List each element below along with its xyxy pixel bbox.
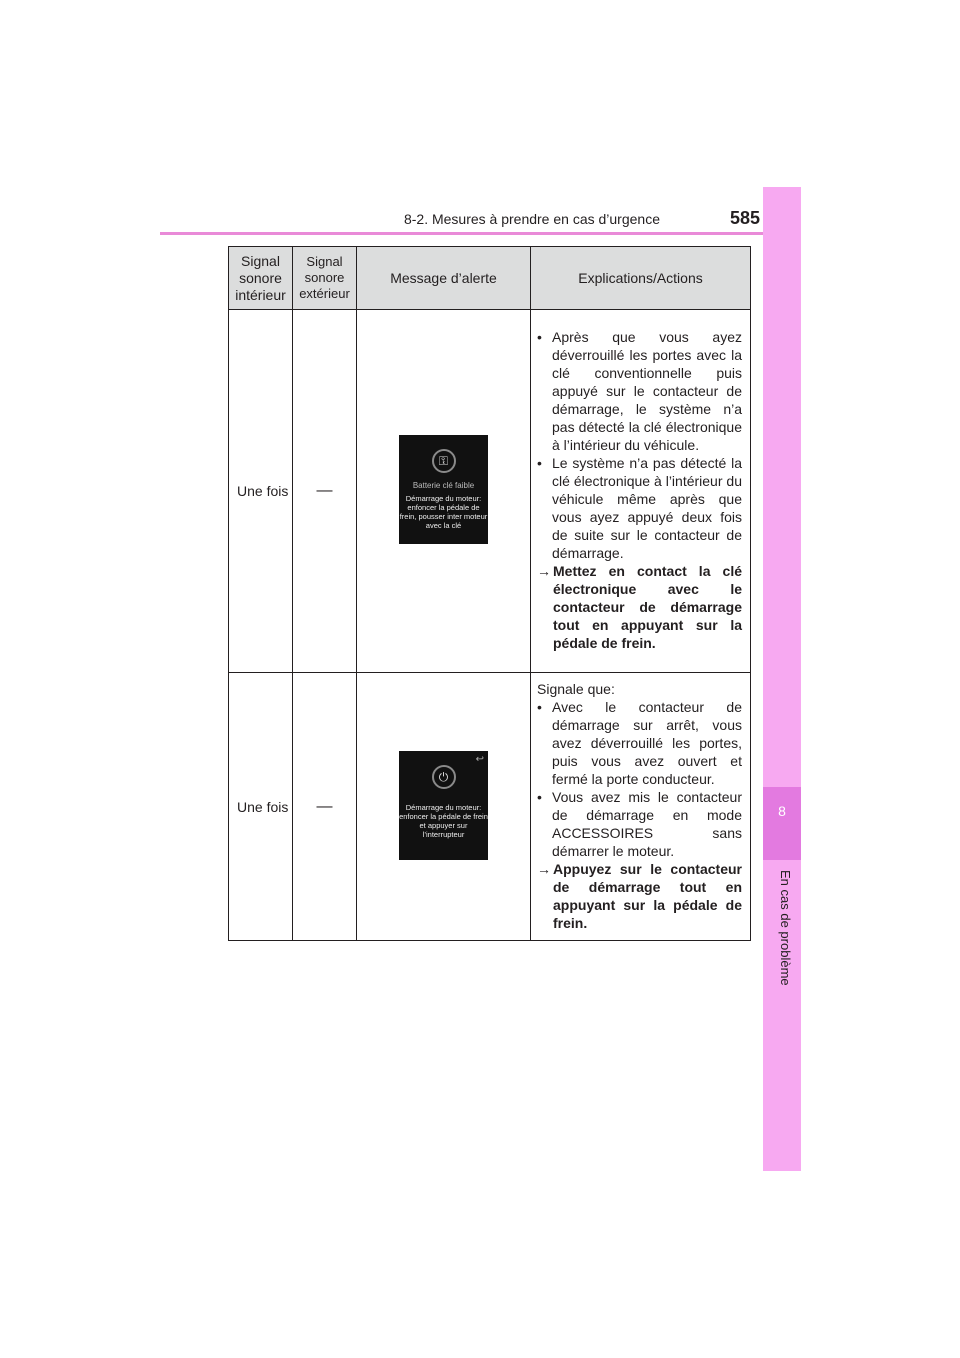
bullet-icon: •	[537, 788, 542, 805]
explanation-cell	[531, 673, 751, 941]
key-battery-icon: ⚿	[432, 449, 456, 473]
explanation-intro: Signale que:	[537, 680, 615, 697]
screen-message: Démarrage du moteur: enfoncer la pédale de frein, pousser inter moteur avec la clé	[399, 494, 488, 530]
signal-exterior-cell: —	[293, 673, 357, 941]
action-item: → Mettez en contact la clé électronique avec le contacteur de démarrage tout en appuyant sur la pédale de frein.	[537, 563, 742, 651]
alert-table	[228, 246, 751, 941]
signal-interior-cell: Une fois	[229, 673, 293, 941]
chapter-label: En cas de problème	[778, 870, 793, 986]
header-warning-message: Message d’alerte	[357, 247, 531, 310]
signal-interior-cell: Une fois	[229, 310, 293, 673]
table-header-row	[229, 247, 751, 310]
screen-message: Démarrage du moteur: enfoncer la pédale de frein et appuyer sur l’interrupteur	[399, 802, 488, 839]
back-arrow-icon: ↩	[475, 753, 484, 765]
display-screen-image	[399, 435, 488, 544]
power-button-icon: ⏻	[432, 765, 456, 789]
explanation-bullet: • Le système n’a pas détecté la clé électronique à l’intérieur du véhicule même après que vous ayez appuyé deux fois de suite sur le contacteur de démarrage.	[537, 455, 742, 561]
page-header	[370, 208, 760, 230]
header-explanations: Explications/Actions	[531, 247, 751, 310]
screen-title: Batterie clé faible	[412, 481, 475, 490]
section-title: 8-2. Mesures à prendre en cas d’urgence	[403, 211, 660, 227]
header-signal-exterior: Signal sonore extérieur	[293, 247, 357, 310]
explanation-bullet: • Après que vous ayez déverrouillé les portes avec la clé conventionnelle puis appuyé sur le contacteur de démarrage, le système n’a pas détecté la clé électronique à l’intérieur du véhicule.	[537, 329, 742, 453]
explanation-cell	[531, 310, 751, 673]
page-number: 585	[729, 208, 760, 228]
signal-exterior-cell: —	[293, 310, 357, 673]
chapter-tab-strip	[763, 187, 801, 1171]
arrow-right-icon: →	[537, 563, 551, 579]
warning-message-cell	[357, 310, 531, 673]
bullet-icon: •	[537, 329, 542, 345]
arrow-right-icon: →	[537, 860, 551, 877]
warning-message-cell	[357, 673, 531, 941]
bullet-icon: •	[537, 455, 542, 471]
action-item: → Appuyez sur le contacteur de démarrage tout en appuyant sur la pédale de frein.	[537, 860, 742, 931]
explanation-bullet: • Avec le contacteur de démarrage sur arrêt, vous avez déverrouillé les portes, puis vous avez ouvert et fermé la porte conducteur.	[537, 698, 742, 787]
header-signal-interior: Signal sonore intérieur	[229, 247, 293, 310]
chapter-number: 8	[763, 787, 801, 860]
explanation-bullet: • Vous avez mis le contacteur de démarrage en mode ACCESSOIRES sans démarrer le moteur.	[537, 788, 742, 859]
bullet-icon: •	[537, 698, 542, 715]
display-screen-image	[399, 751, 488, 860]
table-row	[229, 673, 751, 941]
table-row	[229, 310, 751, 673]
header-rule	[160, 232, 800, 235]
